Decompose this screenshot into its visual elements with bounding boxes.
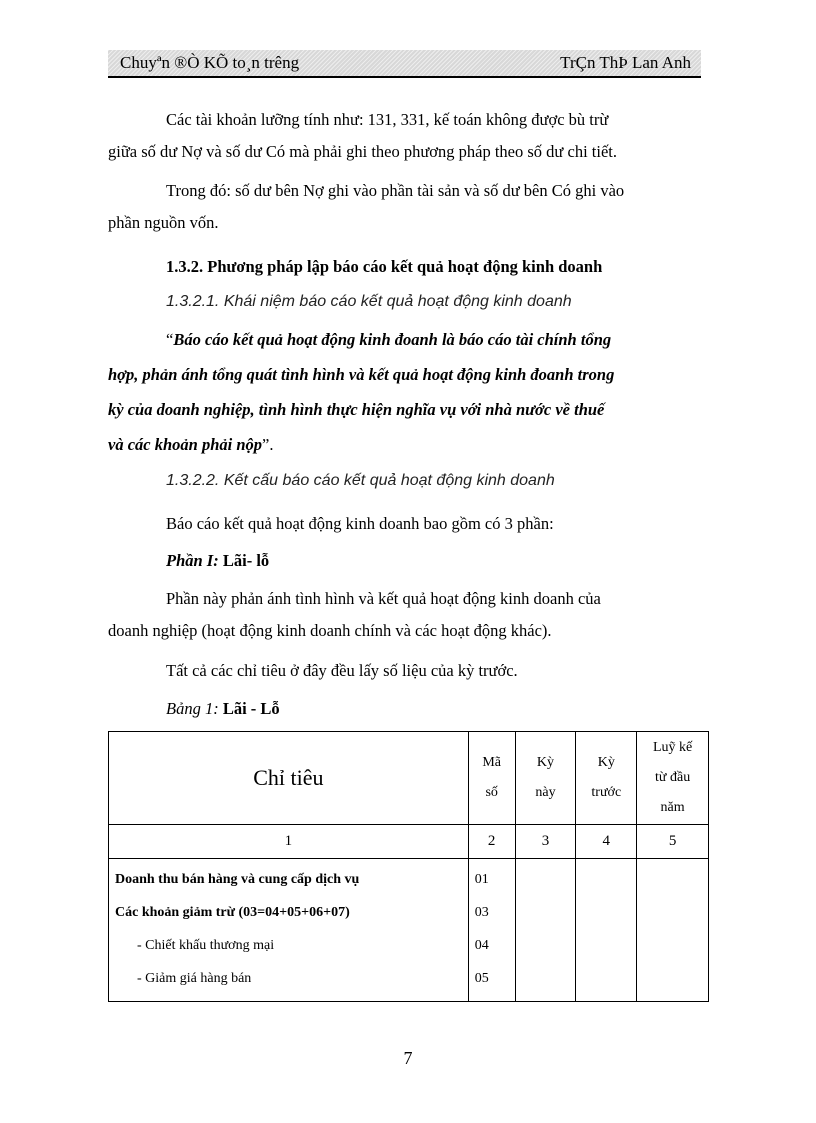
profit-loss-table [108, 731, 709, 1002]
paragraph-5 [108, 655, 698, 687]
table-caption-label: Bảng 1: [166, 699, 219, 718]
col-number: 1 [109, 825, 469, 859]
page-number: 7 [403, 1048, 413, 1068]
page-header [108, 50, 701, 78]
ky-truoc-cell [576, 859, 637, 1002]
header-ma-so-line-2: số [485, 785, 498, 800]
paragraph-3-line: Báo cáo kết quả hoạt động kinh doanh bao gồm có 3 phần: [166, 514, 554, 533]
header-author: TrÇn ThÞ Lan Anh [560, 53, 691, 72]
header-ky-nay [515, 732, 576, 825]
quote-line-3: kỳ của doanh nghiệp, tình hình thực hiện nghĩa vụ với nhà nước về thuế [108, 400, 605, 419]
part-1-label: Phần I: [166, 551, 219, 570]
header-ma-so [468, 732, 515, 825]
quote-line-1: Báo cáo kết quả hoạt động kinh đoanh là báo cáo tài chính tổng [173, 330, 612, 349]
paragraph-2 [108, 175, 698, 239]
table-body [109, 859, 709, 1002]
header-title: Chuyªn ®Ò KÕ to¸n trêng [120, 53, 300, 72]
part-1-title: Lãi- lỗ [222, 551, 270, 570]
paragraph-5-line: Tất cả các chỉ tiêu ở đây đều lấy số liệu của kỳ trước. [166, 661, 518, 680]
codes-cell [468, 859, 515, 1002]
row-code: 03 [474, 905, 489, 920]
quote-open-mark: “ [166, 330, 174, 349]
row-label: Doanh thu bán hàng và cung cấp dịch vụ [115, 872, 360, 887]
table-caption [108, 693, 698, 725]
paragraph-2-line-1: Trong đó: số dư bên Nợ ghi vào phần tài sản và số dư bên Có ghi vào [166, 181, 625, 200]
paragraph-1-line-1: Các tài khoản lưỡng tính như: 131, 331, kế toán không được bù trừ [166, 110, 609, 129]
row-label: Các khoản giảm trừ (03=04+05+06+07) [115, 905, 350, 920]
header-ky-truoc-line-1: Kỳ [597, 755, 615, 770]
paragraph-4-line-1: Phần này phản ánh tình hình và kết quả hoạt động kinh doanh của [166, 589, 601, 608]
section-heading: 1.3.2. Phương pháp lập báo cáo kết quả hoạt động kinh doanh [166, 257, 603, 276]
header-chi-tieu: Chỉ tiêu [109, 732, 469, 825]
header-ky-truoc-line-2: trước [591, 785, 622, 800]
row-code: 05 [474, 971, 489, 986]
header-luy-ke-line-1: Luỹ kế [652, 740, 693, 755]
labels-cell [109, 859, 469, 1002]
col-number: 5 [637, 825, 709, 859]
paragraph-4 [108, 583, 698, 647]
paragraph-4-line-2: doanh nghiệp (hoạt động kinh doanh chính và các hoạt động khác). [108, 621, 552, 640]
definition-quote [108, 322, 700, 462]
header-ma-so-line-1: Mã [482, 755, 501, 770]
row-code: 04 [474, 938, 489, 953]
header-ky-nay-line-1: Kỳ [536, 755, 555, 770]
col-number: 2 [468, 825, 515, 859]
quote-close-mark: ”. [262, 435, 274, 454]
paragraph-3 [108, 508, 698, 540]
col-number: 3 [515, 825, 576, 859]
header-luy-ke-line-2: từ đầu [655, 770, 691, 785]
table-caption-title: Lãi - Lỗ [222, 699, 280, 718]
paragraph-1-line-2: giữa số dư Nợ và số dư Có mà phải ghi theo phương pháp theo số dư chi tiết. [108, 142, 617, 161]
subheading-1: 1.3.2.1. Khái niệm báo cáo kết quả hoạt động kinh doanh [166, 293, 572, 310]
luy-ke-cell [637, 859, 709, 1002]
header-luy-ke [637, 732, 709, 825]
quote-line-4: và các khoản phải nộp [108, 435, 263, 454]
row-code: 01 [474, 872, 489, 887]
header-luy-ke-line-3: năm [660, 800, 685, 815]
paragraph-1 [108, 104, 698, 168]
table-header-row [109, 732, 709, 825]
header-ky-truoc [576, 732, 637, 825]
paragraph-2-line-2: phần nguồn vốn. [108, 213, 219, 232]
row-label: - Giảm giá hàng bán [137, 971, 252, 986]
part-1-heading [108, 545, 698, 577]
header-ky-nay-line-2: này [535, 785, 556, 800]
row-label: - Chiết khấu thương mại [137, 938, 275, 953]
col-number: 4 [576, 825, 637, 859]
subheading-2: 1.3.2.2. Kết cấu báo cáo kết quả hoạt động kinh doanh [166, 472, 555, 489]
column-number-row [109, 825, 709, 859]
quote-line-2: hợp, phản ánh tổng quát tình hình và kết quả hoạt động kinh đoanh trong [108, 365, 615, 384]
ky-nay-cell [515, 859, 576, 1002]
